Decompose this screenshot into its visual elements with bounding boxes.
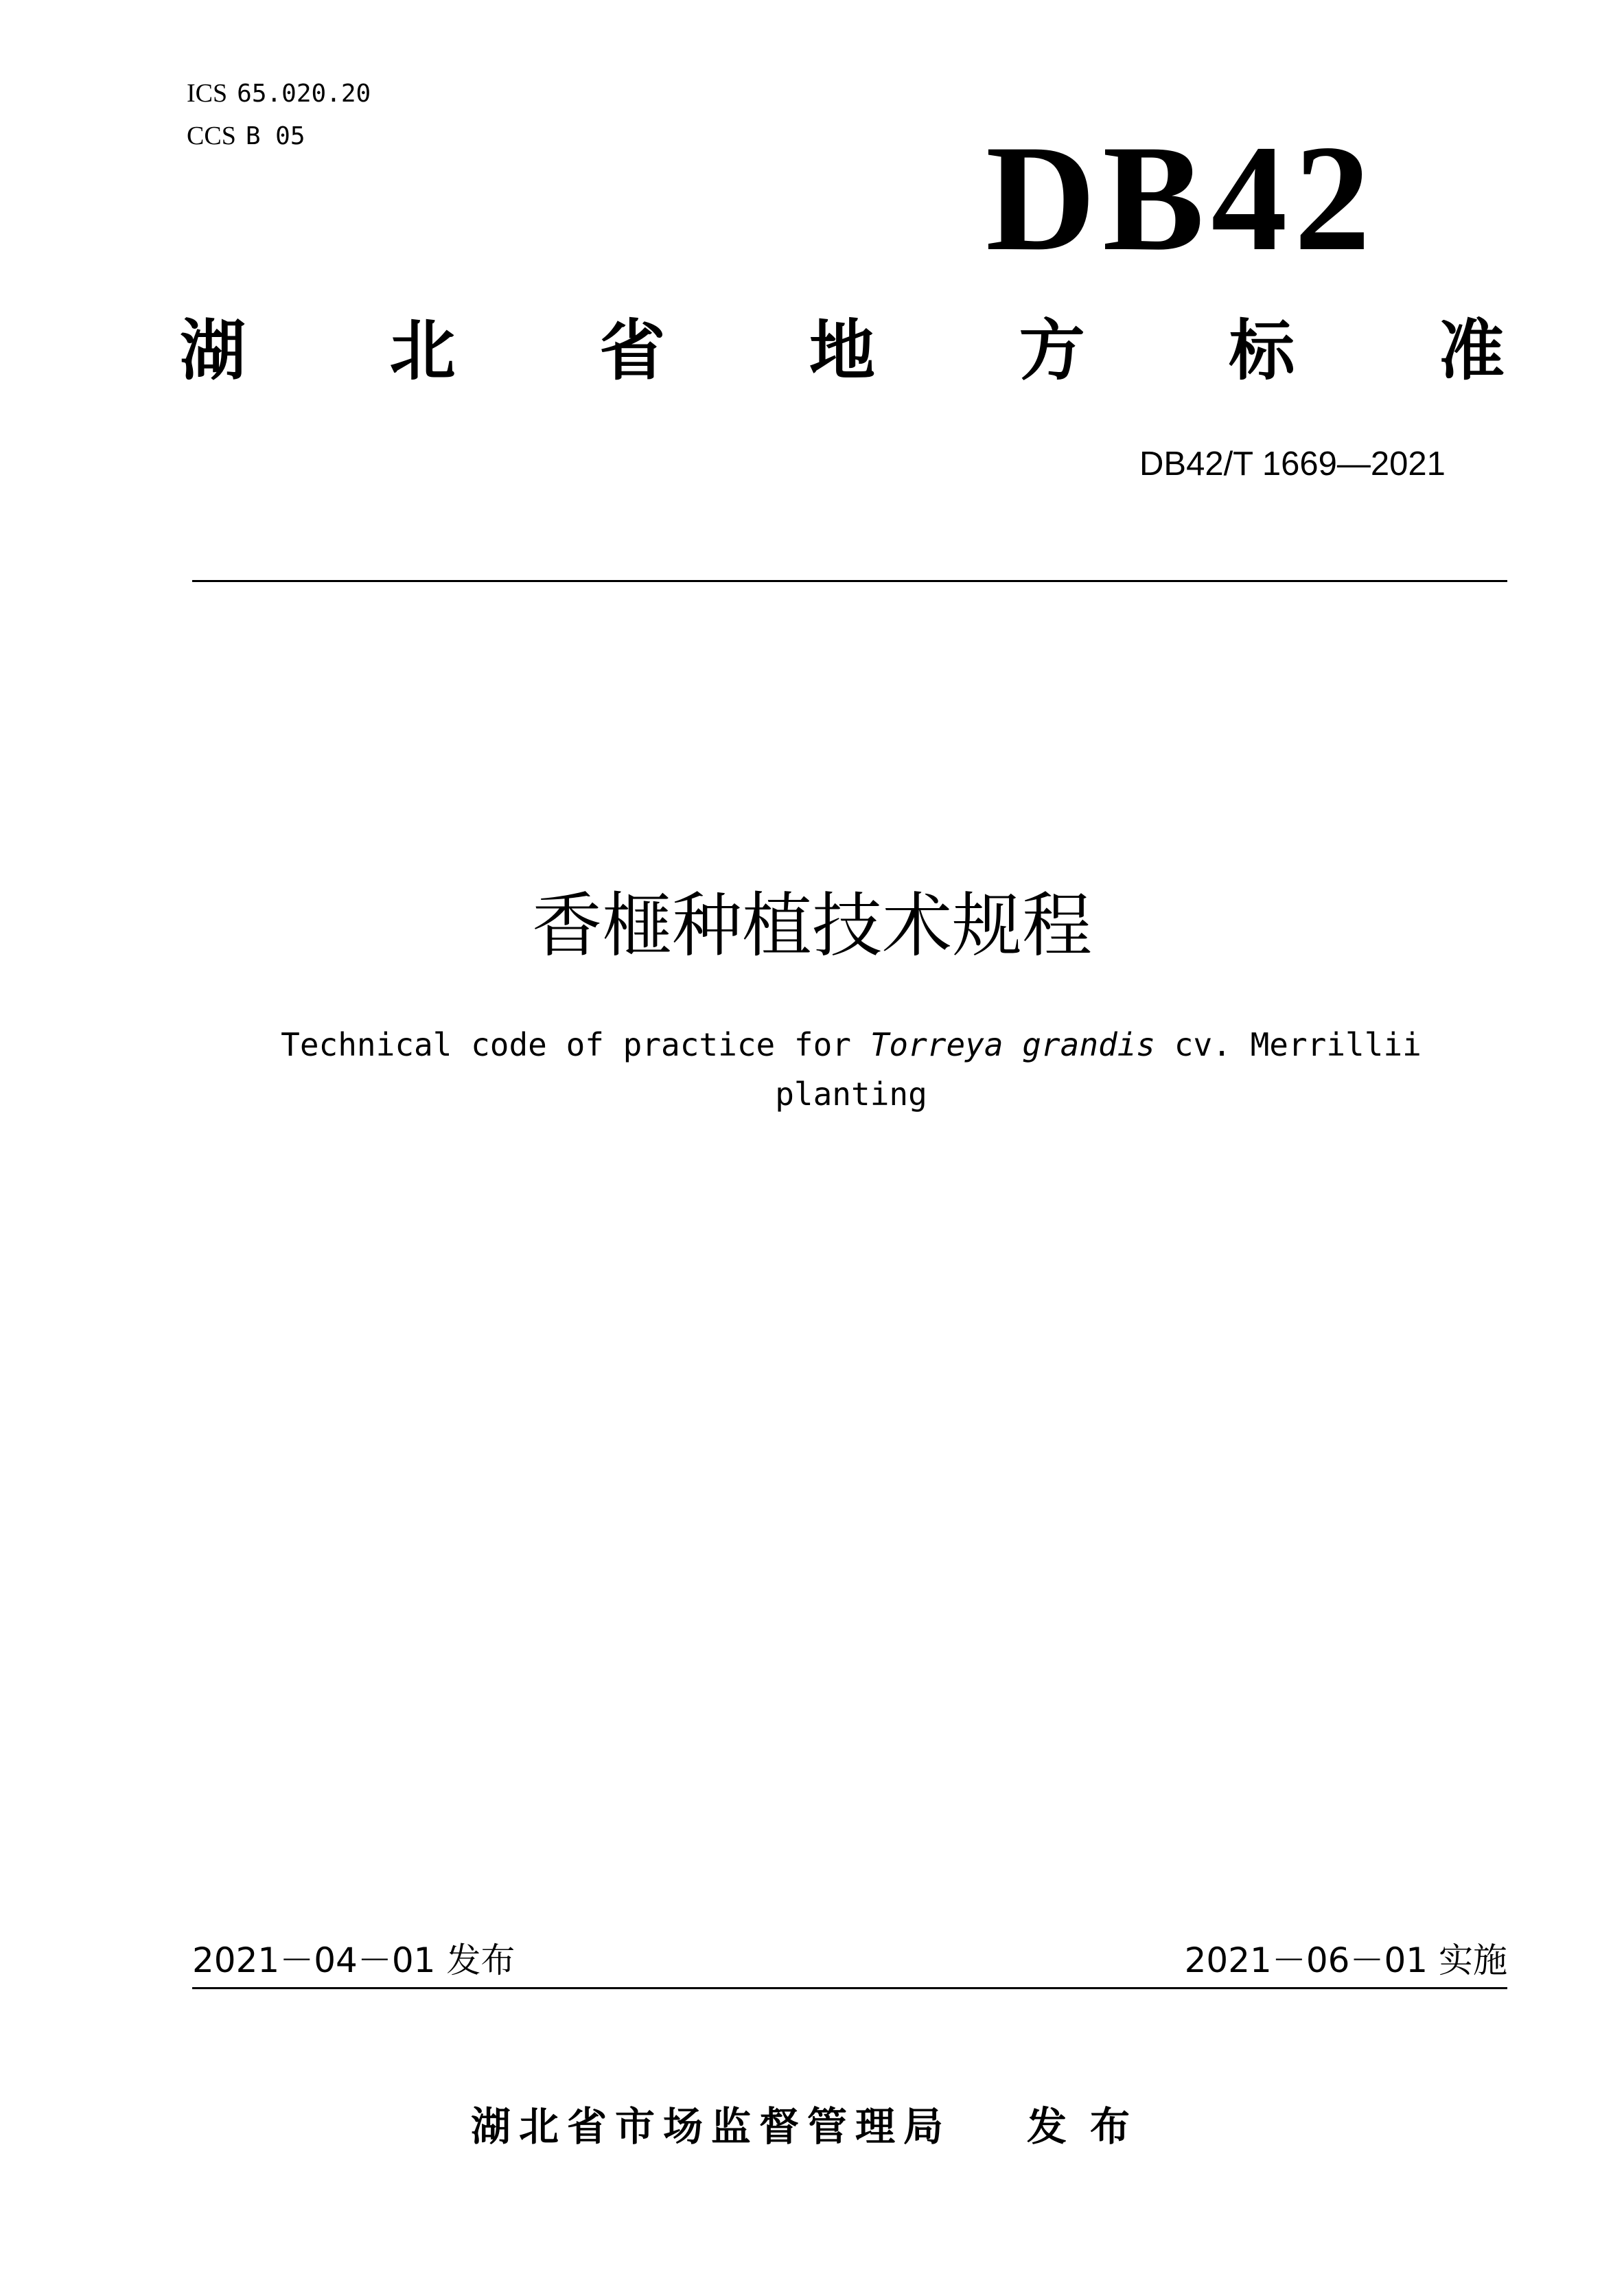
ccs-label: CCS <box>187 121 236 150</box>
publisher-line <box>0 2100 1624 2153</box>
standard-type-char: 湖 <box>180 312 246 389</box>
ics-label: ICS <box>187 79 228 108</box>
ccs-classification <box>187 119 305 152</box>
standard-type-char: 方 <box>1019 312 1085 389</box>
standard-type-char: 准 <box>1438 312 1505 389</box>
implementation-date: 2021－06－01 实施 <box>1184 1940 1507 1980</box>
standard-type-heading <box>180 313 1505 389</box>
standard-type-char: 北 <box>389 312 456 389</box>
title-en-part1: Technical code of practice for <box>281 1026 870 1063</box>
db-logo: DB42 <box>986 114 1378 283</box>
header-divider <box>192 580 1507 582</box>
standard-type-char: 地 <box>809 312 875 389</box>
publisher-action: 发布 <box>1027 2103 1154 2150</box>
title-en-species: Torreya grandis <box>870 1026 1156 1063</box>
ccs-code: B 05 <box>245 122 305 150</box>
title-en-part2: cv. Merrillii planting <box>775 1026 1422 1113</box>
standard-type-char: 省 <box>599 312 666 389</box>
document-title-cn: 香榧种植技术规程 <box>532 885 1092 967</box>
issue-date: 2021－04－01 发布 <box>192 1940 515 1980</box>
document-title-en <box>206 1020 1496 1119</box>
date-divider <box>192 1987 1507 1989</box>
standard-number: DB42/T 1669—2021 <box>1139 445 1446 483</box>
standard-type-char: 标 <box>1229 312 1295 389</box>
ics-classification <box>187 77 371 110</box>
ics-code: 65.020.20 <box>237 80 371 108</box>
publisher-org: 湖北省市场监督管理局 <box>470 2103 951 2150</box>
